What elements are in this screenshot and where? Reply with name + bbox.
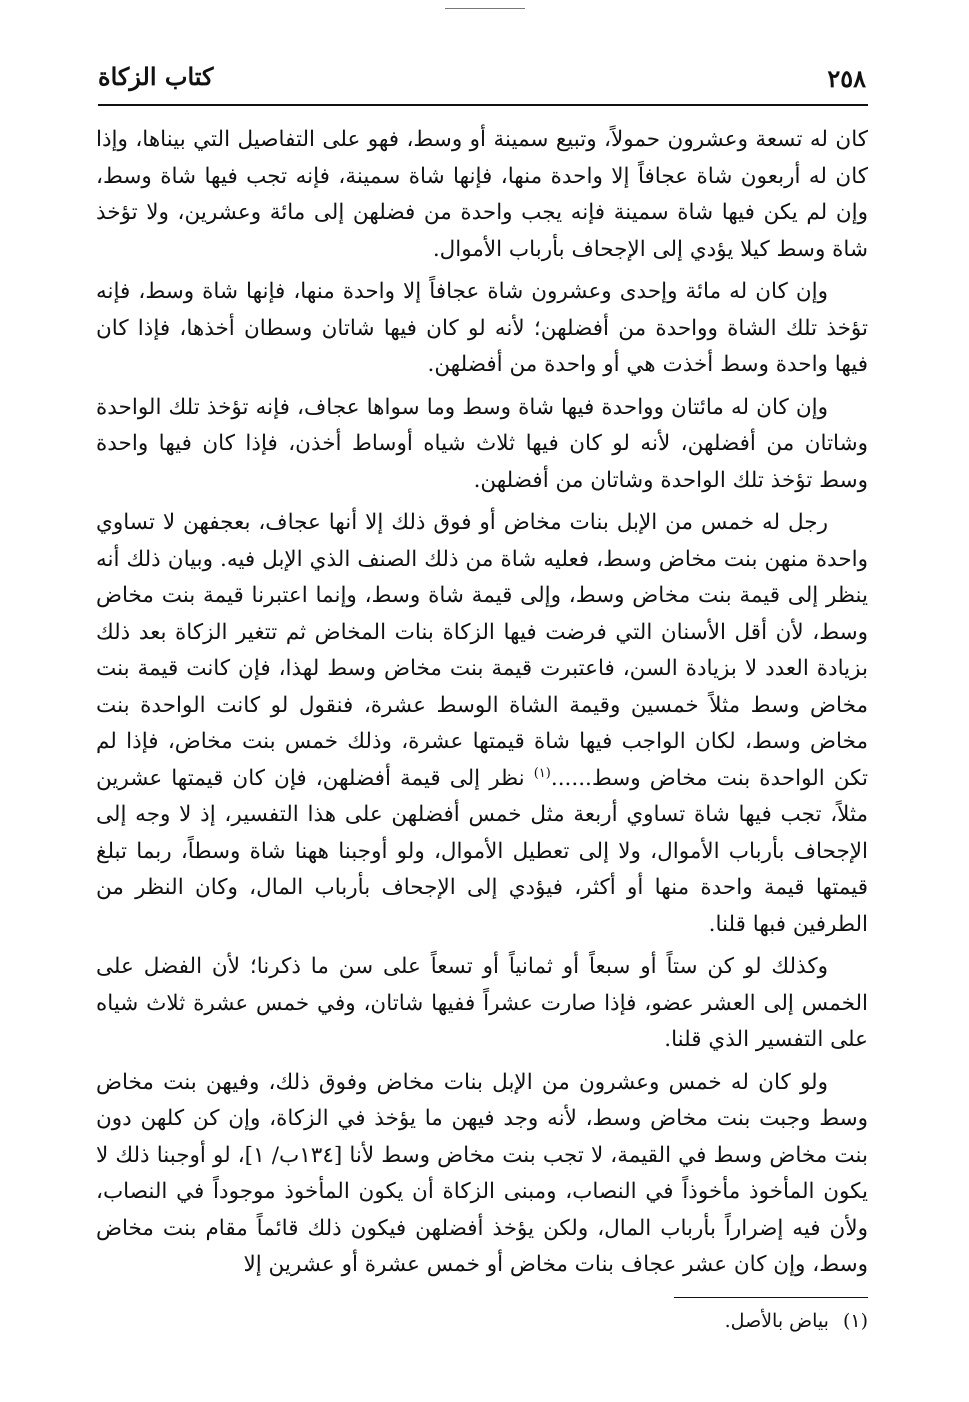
paragraph-1: كان له تسعة وعشرون حمولاً، وتبيع سمينة أو وسط، فهو على التفاصيل التي بيناها، وإذا كان له أربعون شاة عجافاً إلا واحدة منها، فإنها شاة سمينة، فإنه تجب فيها شاة وسط، وإن لم يكن فيها شاة سمينة فإنه يجب واحدة من فضلهن إلى مائة وعشرين، ولا تؤخذ شاة وسط كيلا يؤدي إلى الإجحاف بأرباب الأموال.	[96, 127, 868, 262]
page-header	[98, 58, 866, 98]
header-rule	[98, 104, 868, 106]
main-text	[96, 122, 868, 1290]
running-title: كتاب الزكاة	[98, 62, 214, 91]
top-scan-mark	[445, 8, 525, 9]
footnote-number: (١)	[842, 1310, 868, 1332]
paragraph-6: ولو كان له خمس وعشرون من الإبل بنات مخاض وفوق ذلك، وفيهن بنت مخاض وسط وجبت بنت مخاض وسط، لأنه وجد فيهن ما يؤخذ في الزكاة، وإن كن كلهن دون بنت مخاض وسط في القيمة، لا تجب بنت مخاض وسط لأنا [١٣٤ب/ ١]، لو أوجبنا ذلك لا يكون المأخوذ مأخوذاً في النصاب، ومبنى الزكاة أن يكون المأخوذ موجوداً في النصاب، ولأن فيه إضراراً بأرباب المال، ولكن يؤخذ أفضلهن فيكون ذلك قائماً مقام بنت مخاض وسط، وإن كان عشر عجاف بنات مخاض أو خمس عشرة أو عشرين إلا	[96, 1069, 868, 1277]
footnote-text: بياض بالأصل.	[724, 1310, 829, 1332]
paragraph-4	[96, 505, 868, 943]
footnote-rule	[674, 1297, 868, 1298]
paragraph-4-before-note: رجل له خمس من الإبل بنات مخاض أو فوق ذلك إلا أنها عجاف، بعجفهن لا تساوي واحدة منهن بنت مخاض وسط، فعليه شاة من ذلك الصنف الذي الإبل فيه. وبيان ذلك أنه ينظر إلى قيمة بنت مخاض وسط، وإلى قيمة شاة وسط، وإنما اعتبرنا قيمة بنت مخاض وسط، لأن أقل الأسنان التي فرضت فيها الزكاة بنات المخاض ثم تتغير الزكاة بعد ذلك بزيادة العدد لا بزيادة السن، فاعتبرت قيمة بنت مخاض وسط لهذا، فإن كانت قيمة بنت مخاض وسط مثلاً خمسين وقيمة الشاة الوسط عشرة، فنقول لو كانت الواحدة بنت مخاض وسط، لكان الواجب فيها شاة قيمتها عشرة، وذلك خمس بنت مخاض، فإذا لم تكن الواحدة بنت مخاض وسط......	[96, 510, 868, 791]
paragraph-4-after-note: نظر إلى قيمة أفضلهن، فإن كان قيمتها عشرين مثلاً، تجب فيها شاة تساوي أربعة مثل خمس أفضلهن على هذا التفسير، إذ لا وجه إلى الإجحاف بأرباب الأموال، ولا إلى تعطيل الأموال، ولو أوجبنا ههنا شاة وسطاً، ربما تبلغ قيمتها قيمة واحدة منها أو أكثر، فيؤدي إلى الإجحاف بأرباب المال، وكان النظر من الطرفين فبها قلنا.	[96, 765, 868, 937]
paragraph-2: وإن كان له مائة وإحدى وعشرون شاة عجافاً إلا واحدة منها، فإنها شاة وسط، فإنه تؤخذ تلك الشاة وواحدة من أفضلهن؛ لأنه لو كان فيها شاتان وسطان أخذها، فإذا كان فيها واحدة وسط أخذت هي أو واحدة من أفضلهن.	[96, 279, 868, 377]
footnote	[725, 1310, 868, 1332]
footnote-reference: (١)	[533, 765, 551, 781]
page-number: ٢٥٨	[827, 64, 866, 93]
paragraph-5: وكذلك لو كن ستاً أو سبعاً أو ثمانياً أو تسعاً على سن ما ذكرنا؛ لأن الفضل على الخمس إلى العشر عضو، فإذا صارت عشراً ففيها شاتان، وفي خمس عشرة ثلاث شياه على التفسير الذي قلنا.	[96, 954, 868, 1052]
paragraph-3: وإن كان له مائتان وواحدة فيها شاة وسط وما سواها عجاف، فإنه تؤخذ تلك الواحدة وشاتان من أفضلهن، لأنه لو كان فيها ثلاث شياه أوساط أخذن، فإذا كان فيها واحدة وسط تؤخذ تلك الواحدة وشاتان من أفضلهن.	[96, 394, 868, 493]
